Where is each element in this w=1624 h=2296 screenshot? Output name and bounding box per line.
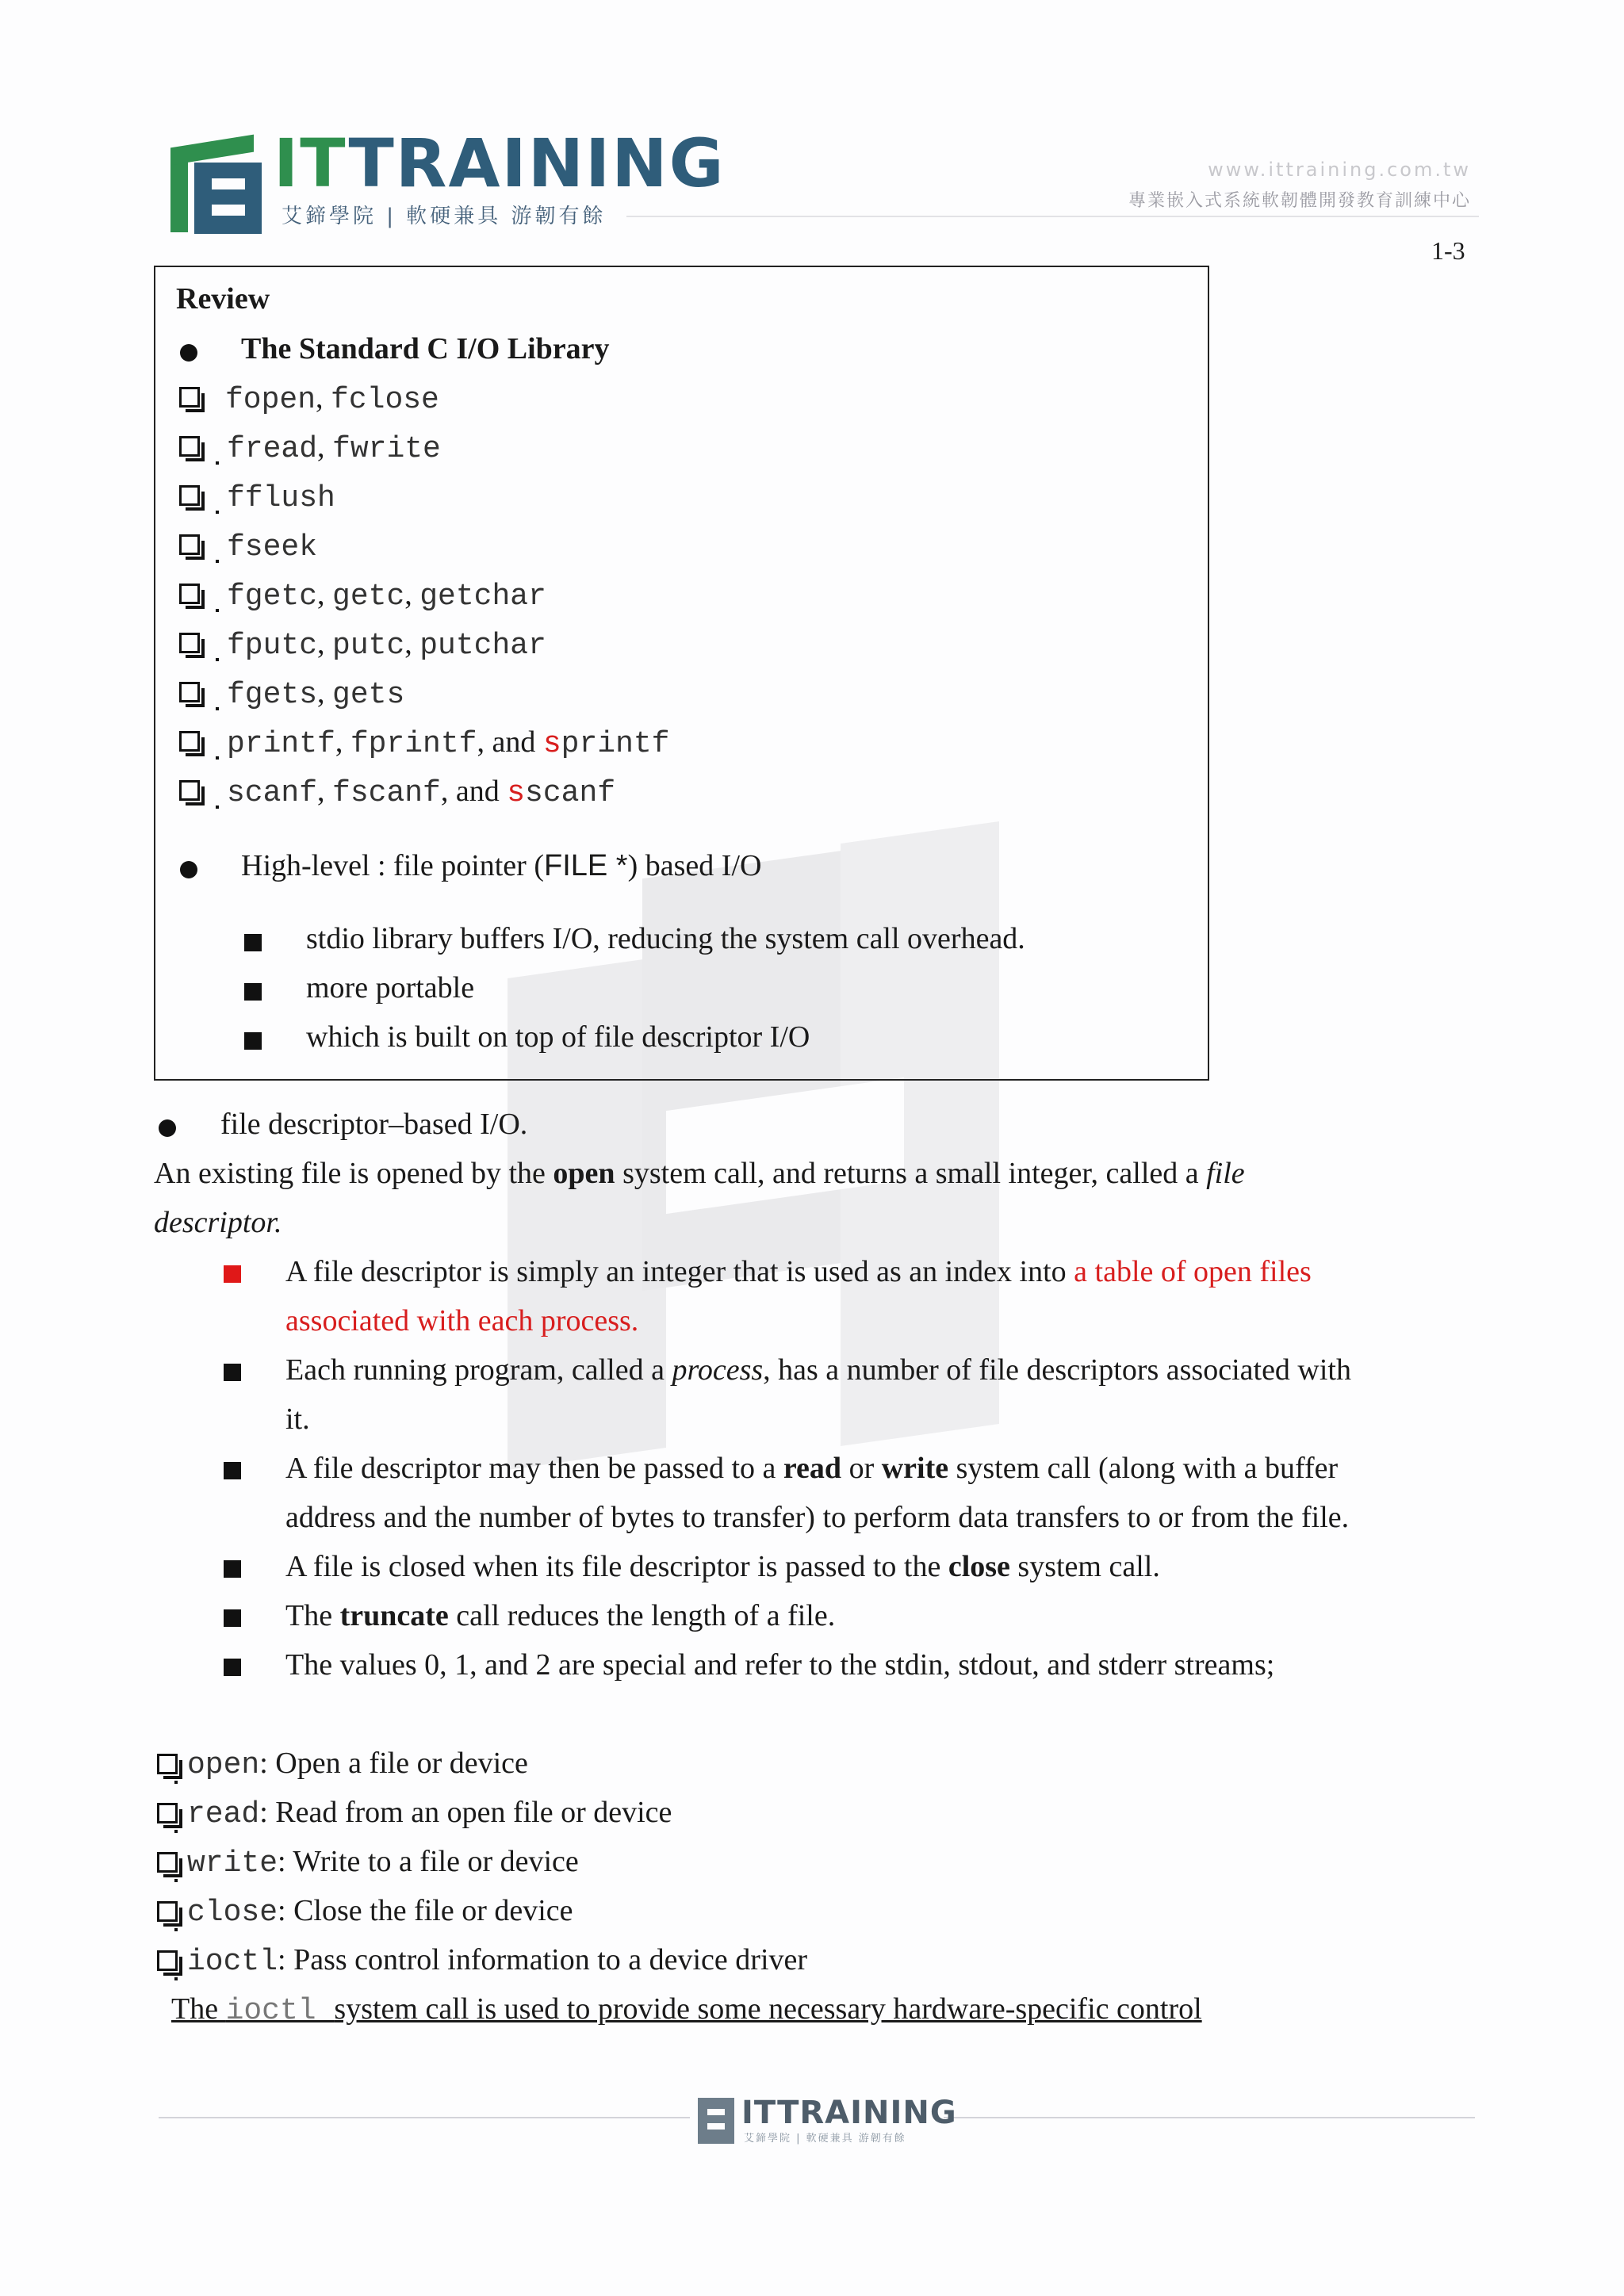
syscall-item: read: Read from an open file or device bbox=[187, 1796, 672, 1831]
list-item: scanf, fscanf, and sscanf bbox=[227, 775, 616, 810]
ittraining-logo-icon bbox=[170, 135, 262, 234]
list-item: fgets, gets bbox=[227, 676, 405, 712]
list-item: fflush bbox=[227, 481, 335, 515]
list-item: fseek bbox=[227, 530, 318, 564]
fd-item-1-cont: associated with each process. bbox=[285, 1304, 639, 1337]
square-bullet-icon bbox=[224, 1462, 241, 1479]
checkbox-icon bbox=[179, 534, 200, 555]
bullet-dot-icon bbox=[180, 344, 197, 362]
fd-item-6: The values 0, 1, and 2 are special and refer to the stdin, stdout, and stderr streams; bbox=[285, 1648, 1275, 1682]
list-item: which is built on top of file descriptor I/O bbox=[306, 1020, 810, 1054]
square-bullet-icon bbox=[224, 1364, 241, 1381]
fd-item-2-cont: it. bbox=[285, 1402, 310, 1436]
page-number: 1-3 bbox=[1431, 236, 1465, 265]
header-divider bbox=[626, 216, 1479, 217]
red-square-bullet-icon bbox=[224, 1265, 241, 1283]
section-title-high-level: High-level : file pointer (FILE *) based I/O bbox=[241, 849, 762, 882]
checkbox-icon bbox=[179, 436, 200, 457]
fd-item-1: A file descriptor is simply an integer that is used as an index into a table of open files bbox=[285, 1255, 1312, 1288]
checkbox-icon bbox=[157, 1852, 178, 1873]
checkbox-icon bbox=[157, 1803, 178, 1823]
square-bullet-icon bbox=[224, 1609, 241, 1627]
review-heading: Review bbox=[176, 282, 270, 316]
footer-brand: ITTRAINING bbox=[741, 2095, 957, 2131]
footer-divider-right bbox=[944, 2117, 1475, 2118]
list-item: fread, fwrite bbox=[227, 430, 441, 466]
page-header bbox=[170, 124, 1479, 246]
checkbox-icon bbox=[179, 633, 200, 653]
syscall-item: ioctl: Pass control information to a device driver bbox=[187, 1943, 808, 1979]
fd-item-3: A file descriptor may then be passed to a read or write system call (along with a buffer bbox=[285, 1452, 1339, 1485]
fd-intro-line2: descriptor. bbox=[154, 1206, 282, 1239]
brand-subtitle: 艾鍗學院 | 軟硬兼具 游韌有餘 bbox=[282, 205, 607, 228]
syscall-item: close: Close the file or device bbox=[187, 1894, 573, 1930]
list-item: stdio library buffers I/O, reducing the system call overhead. bbox=[306, 922, 1025, 955]
checkbox-icon bbox=[179, 485, 200, 506]
square-bullet-icon bbox=[244, 934, 262, 951]
checkbox-icon bbox=[157, 1754, 178, 1774]
syscall-item: write: Write to a file or device bbox=[187, 1845, 579, 1881]
checkbox-icon bbox=[179, 682, 200, 702]
fd-intro-line1: An existing file is opened by the open system call, and returns a small integer, called a file bbox=[154, 1157, 1245, 1190]
header-tagline: 專業嵌入式系統軟韌體開發教育訓練中心 bbox=[1128, 191, 1471, 211]
footer-subtitle: 艾鍗學院 | 軟硬兼具 游韌有餘 bbox=[744, 2133, 906, 2145]
fd-item-5: The truncate call reduces the length of a file. bbox=[285, 1599, 836, 1632]
checkbox-icon bbox=[179, 584, 200, 604]
checkbox-icon bbox=[179, 780, 200, 801]
checkbox-icon bbox=[157, 1901, 178, 1922]
syscall-item: open: Open a file or device bbox=[187, 1747, 528, 1782]
header-url: www.ittraining.com.tw bbox=[1208, 159, 1471, 181]
fd-item-3-cont: address and the number of bytes to transfer) to perform data transfers to or from the file. bbox=[285, 1501, 1350, 1534]
footer-logo-icon bbox=[698, 2098, 734, 2144]
list-item: fgetc, getc, getchar bbox=[227, 578, 546, 614]
fd-item-4: A file is closed when its file descriptor is passed to the close system call. bbox=[285, 1550, 1160, 1583]
square-bullet-icon bbox=[244, 1032, 262, 1050]
footer-divider-left bbox=[159, 2117, 690, 2118]
brand-name: ITTRAINING bbox=[274, 124, 726, 202]
section-title-stdio: The Standard C I/O Library bbox=[241, 332, 610, 365]
square-bullet-icon bbox=[224, 1659, 241, 1676]
list-item: printf, fprintf, and sprintf bbox=[227, 725, 670, 761]
fd-item-2: Each running program, called a process, has a number of file descriptors associated with bbox=[285, 1353, 1351, 1387]
square-bullet-icon bbox=[224, 1560, 241, 1578]
fd-section-title: file descriptor–based I/O. bbox=[220, 1108, 528, 1141]
checkbox-icon bbox=[179, 731, 200, 752]
list-item: fputc, putc, putchar bbox=[227, 627, 546, 663]
ioctl-note: The ioctl system call is used to provide some necessary hardware-specific control bbox=[171, 1992, 1202, 2028]
checkbox-icon bbox=[179, 387, 200, 408]
bullet-dot-icon bbox=[180, 861, 197, 878]
list-item: more portable bbox=[306, 971, 475, 1004]
footer-logo bbox=[698, 2093, 957, 2149]
bullet-dot-icon bbox=[159, 1119, 176, 1137]
list-item: fopen, fclose bbox=[225, 381, 439, 417]
checkbox-icon bbox=[157, 1950, 178, 1971]
square-bullet-icon bbox=[244, 983, 262, 1001]
